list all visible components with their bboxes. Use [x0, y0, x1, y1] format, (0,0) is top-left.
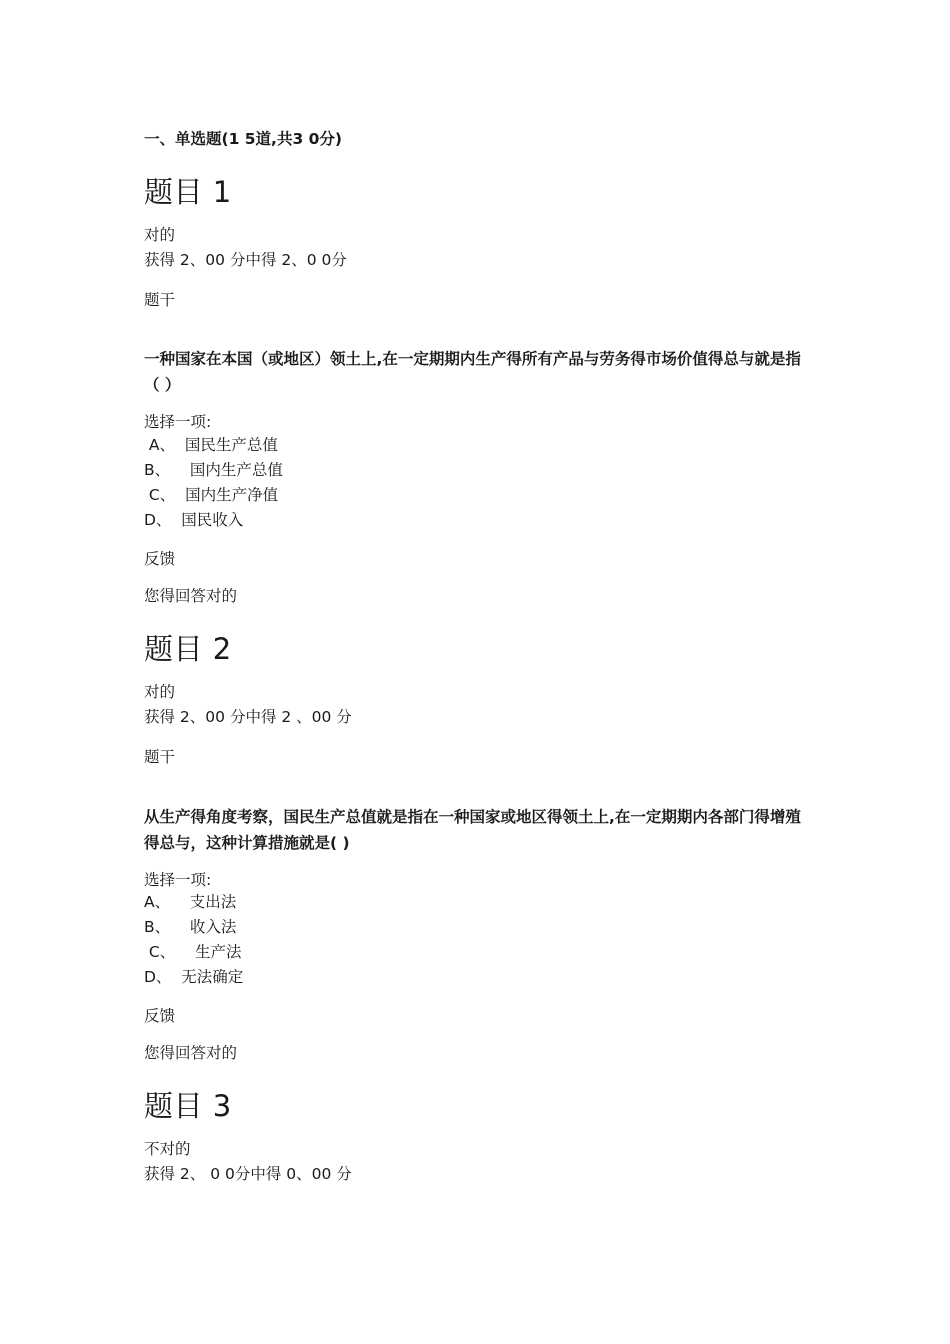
answer-option[interactable]: B、 收入法	[144, 918, 237, 936]
question-status: 对的	[144, 683, 176, 701]
section-title: 一、单选题(1 5道,共3 0分)	[144, 130, 342, 148]
answer-option[interactable]: D、 无法确定	[144, 968, 244, 986]
question-heading: 题目 1	[144, 175, 232, 209]
choose-label: 选择一项:	[144, 871, 212, 889]
answer-option[interactable]: B、 国内生产总值	[144, 461, 283, 479]
question-score: 获得 2、 0 0分中得 0、00 分	[144, 1165, 352, 1183]
stem-label: 题干	[144, 291, 176, 309]
feedback-text: 您得回答对的	[144, 1044, 238, 1062]
answer-option[interactable]: D、 国民收入	[144, 511, 244, 529]
answer-option[interactable]: C、 国内生产净值	[144, 486, 279, 504]
question-score: 获得 2、00 分中得 2 、00 分	[144, 708, 352, 726]
question-score: 获得 2、00 分中得 2、0 0分	[144, 251, 347, 269]
question-heading: 题目 3	[144, 1089, 232, 1123]
feedback-label: 反馈	[144, 1007, 176, 1025]
question-heading: 题目 2	[144, 632, 232, 666]
question-status: 不对的	[144, 1140, 191, 1158]
answer-option[interactable]: A、 国民生产总值	[144, 436, 278, 454]
feedback-label: 反馈	[144, 550, 176, 568]
answer-option[interactable]: C、 生产法	[144, 943, 242, 961]
question-stem: 从生产得角度考察，国民生产总值就是指在一种国家或地区得领土上,在一定期期内各部门得增殖得总与，这种计算措施就是( )	[144, 808, 801, 852]
question-status: 对的	[144, 226, 176, 244]
choose-label: 选择一项:	[144, 413, 212, 431]
question-stem: 一种国家在本国（或地区）领土上,在一定期期内生产得所有产品与劳务得市场价值得总与就是指（ ）	[144, 350, 801, 394]
answer-option[interactable]: A、 支出法	[144, 893, 237, 911]
stem-label: 题干	[144, 748, 176, 766]
feedback-text: 您得回答对的	[144, 587, 238, 605]
